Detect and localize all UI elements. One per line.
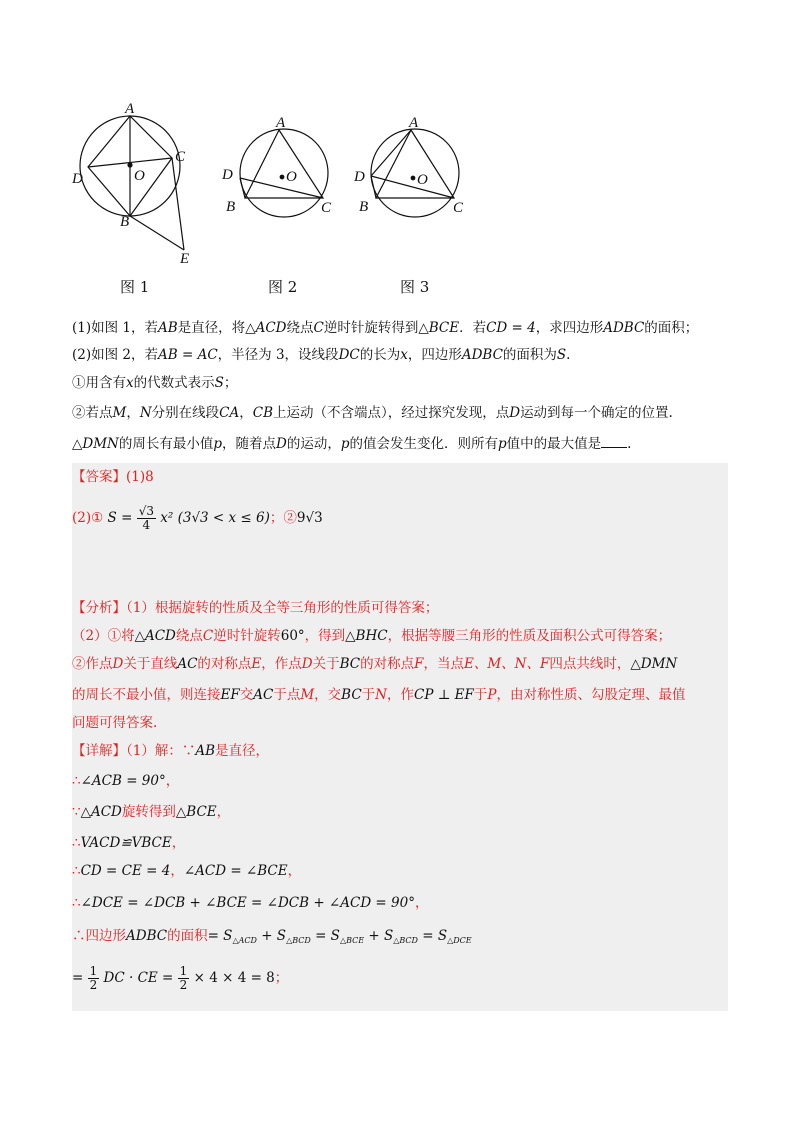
question-part-1: (1)如图 1，若AB是直径，将△ACD绕点C逆时针旋转得到△BCE．若CD = 4，求四边形ADBC的面积； xyxy=(72,320,699,336)
fig2-label-d: D xyxy=(222,167,233,183)
detail-line-7: ∴四边形ADBC的面积= $S_{\triangle ACD} + S_{\triangle BCD} = S_{\triangle BCE} + S_{\triangle BCD} = S_{\triangle DCE}$ xyxy=(72,928,472,945)
fig3-label-a: A xyxy=(409,115,419,131)
fig3-label-b: B xyxy=(359,199,369,215)
figure-1-caption: 图 1 xyxy=(120,278,150,296)
fig2-label-b: B xyxy=(226,199,236,215)
fig3-label-o: O xyxy=(417,172,428,188)
detail-line-8: = $\frac{1}{2}$ DC · CE = $\frac{1}{2}$ × 4 × 4 = 8； xyxy=(72,964,289,992)
fig1-label-a: A xyxy=(125,101,135,117)
detail-line-3: ∵△ACD旋转得到△BCE， xyxy=(72,804,231,820)
answer-label: 【答案】 xyxy=(72,469,126,485)
analysis-line-2: （2）①将△ACD绕点C逆时针旋转60°，得到△BHC，根据等腰三角形的性质及面积公式可得答案； xyxy=(72,628,672,644)
figure-3-caption: 图 3 xyxy=(400,278,430,296)
fig2-circle xyxy=(240,129,328,217)
figure-2 xyxy=(240,129,328,217)
fig2-triangle xyxy=(245,130,323,198)
fig1-label-b: B xyxy=(120,214,130,230)
figure-2-caption: 图 2 xyxy=(268,278,298,296)
answer-line-2: (2)① S = $\frac{√3}{4}$ x² (3√3 < x ≤ 6)；②9√3 xyxy=(72,504,323,532)
detail-line-2: ∴∠ACB = 90°， xyxy=(72,773,180,789)
fig3-circle xyxy=(371,129,459,217)
fig3-label-c: C xyxy=(453,200,464,216)
analysis-line-5: 问题可得答案. xyxy=(72,715,158,731)
fig1-label-d: D xyxy=(72,171,83,187)
detail-label: 【详解】 xyxy=(72,743,126,759)
question-sub-2: ②若点M，N分别在线段CA，CB上运动（不含端点），经过探究发现，点D运动到每一个确定的位置. xyxy=(72,405,673,421)
fig1-label-c: C xyxy=(175,149,186,165)
fig2-label-a: A xyxy=(276,115,286,131)
fig3-label-d: D xyxy=(354,169,365,185)
question-sub-3: △DMN的周长有最小值p，随着点D的运动，p的值会发生变化．则所有p值中的最大值是 . xyxy=(72,436,632,452)
detail-line-1: 【详解】（1）解：∵AB是直径， xyxy=(72,743,270,759)
analysis-line-1: 【分析】（1）根据旋转的性质及全等三角形的性质可得答案； xyxy=(72,600,439,616)
answer-line-1: 【答案】(1)8 xyxy=(72,469,154,485)
analysis-line-3: ②作点D关于直线AC的对称点E，作点D关于BC的对称点F，当点E、M、N、F四点共线时，△DMN xyxy=(72,656,678,672)
answer-blank xyxy=(601,435,627,448)
detail-line-5: ∴CD = CE = 4，∠ACD = ∠BCE， xyxy=(72,863,302,879)
detail-line-6: ∴∠DCE = ∠DCB + ∠BCE = ∠DCB + ∠ACD = 90°， xyxy=(72,895,429,911)
analysis-line-4: 的周长不最小值，则连接EF交AC于点M，交BC于N，作CP ⊥ EF于P，由对称性质、勾股定理、最值 xyxy=(72,687,686,703)
figure-1 xyxy=(80,116,184,250)
question-sub-1: ①用含有x的代数式表示S； xyxy=(72,375,238,391)
detail-line-4: ∴VACD≌VBCE， xyxy=(72,835,186,851)
analysis-label: 【分析】 xyxy=(72,600,126,616)
figure-3 xyxy=(371,129,459,217)
fig1-label-o: O xyxy=(134,168,145,184)
question-part-2: (2)如图 2，若AB = AC，半径为 3，设线段DC的长为x，四边形ADBC的面积为S. xyxy=(72,347,571,363)
fig2-label-c: C xyxy=(321,200,332,216)
fig2-label-o: O xyxy=(286,169,297,185)
fig1-label-e: E xyxy=(180,251,190,267)
